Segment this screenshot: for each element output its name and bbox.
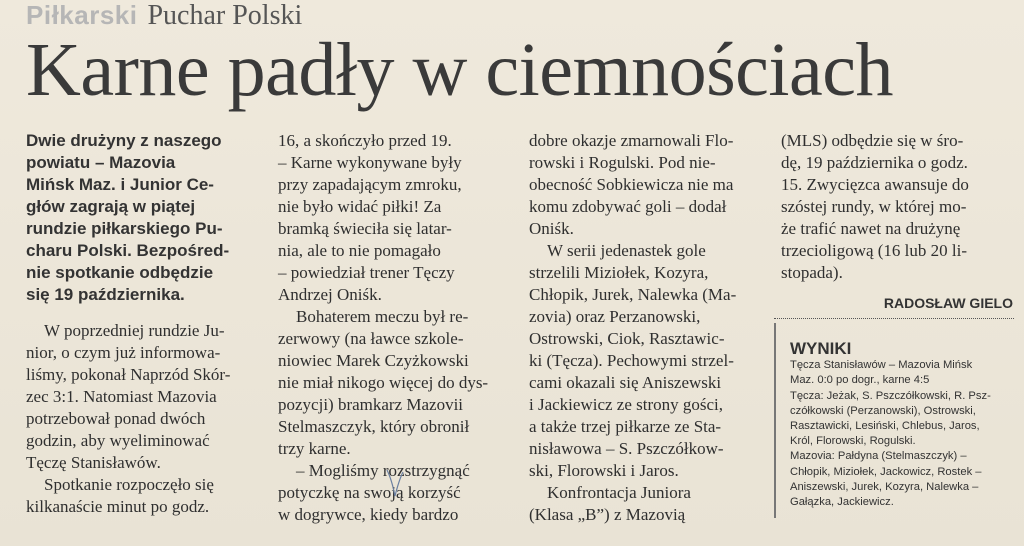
results-title: WYNIKI: [790, 339, 852, 358]
lead-line: nie spotkanie odbędzie: [26, 263, 214, 282]
lead-line: charu Polski. Bezpośred-: [26, 241, 230, 260]
body-line: strzelili Miziołek, Kozyra,: [529, 263, 709, 282]
body-line: stopada).: [781, 263, 843, 282]
body-line: zec 3:1. Natomiast Mazovia: [26, 387, 217, 406]
body-line: (Klasa „B”) z Mazovią: [529, 505, 686, 524]
body-line: trzecioligową (16 lub 20 li-: [781, 241, 968, 260]
body-line: cami okazali się Aniszewski: [529, 373, 722, 392]
body-line: kilkanaście minut po godz.: [26, 497, 210, 516]
article-headline: Karne padły w ciemnościach: [26, 28, 893, 112]
body-line: szóstej rundy, w której mo-: [781, 197, 967, 216]
body-line: obecność Sobkiewicza nie ma: [529, 175, 734, 194]
lead-line: głów zagrają w piątej: [26, 197, 196, 216]
body-line: że trafić nawet na drużynę: [781, 219, 961, 238]
body-line: W serii jedenastek gole: [547, 241, 706, 260]
body-line: ki (Tęcza). Pechowymi strzel-: [529, 351, 734, 370]
body-line: niowiec Marek Czyżkowski: [278, 351, 469, 370]
body-line: W poprzedniej rundzie Ju-: [44, 321, 225, 340]
body-line: dobre okazje zmarnowali Flo-: [529, 131, 734, 150]
column-2: [278, 130, 506, 526]
body-line: dę, 19 października o godz.: [781, 153, 968, 172]
results-line: Mazovia: Pałdyna (Stelmaszczyk) –: [790, 450, 967, 463]
results-line: Tęcza Stanisławów – Mazovia Mińsk: [790, 359, 973, 372]
body-line: zerwowy (na ławce szkole-: [278, 329, 464, 348]
body-line: liśmy, pokonał Naprzód Skór-: [26, 365, 231, 384]
body-line: godzin, aby wyeliminować: [26, 431, 210, 450]
results-line: Rasztawicki, Lesiński, Chlebus, Jaros,: [790, 420, 980, 433]
body-line: nior, o czym już informowa-: [26, 343, 221, 362]
body-line: potyczkę na swoją korzyść: [278, 483, 461, 502]
results-line: czółkowski (Perzanowski), Ostrowski,: [790, 404, 976, 417]
body-line: nisławowa – S. Pszczółkow-: [529, 439, 724, 458]
results-line: Chłopik, Miziołek, Jackowicz, Rostek –: [790, 465, 982, 478]
results-line: Gałązka, Jackiewicz.: [790, 496, 894, 509]
body-line: nie było widać piłki! Za: [278, 197, 442, 216]
pencil-mark-icon: [385, 468, 405, 498]
body-line: Andrzej Oniśk.: [278, 285, 382, 304]
results-box: [774, 323, 1016, 518]
results-line: Aniszewski, Jurek, Kozyra, Nalewka –: [790, 480, 979, 493]
body-line: – Mogliśmy rozstrzygnąć: [296, 461, 470, 480]
lead-paragraph: [26, 130, 254, 306]
body-line: 15. Zwycięzca awansuje do: [781, 175, 969, 194]
body-line: – powiedział trener Tęczy: [278, 263, 455, 282]
body-line: zovia) oraz Perzanowski,: [529, 307, 701, 326]
lead-line: Mińsk Maz. i Junior Ce-: [26, 175, 214, 194]
column-3: [529, 130, 757, 526]
body-line: Chłopik, Jurek, Nalewka (Ma-: [529, 285, 737, 304]
subsection-label: Puchar Polski: [147, 0, 303, 31]
body-line: 16, a skończyło przed 19.: [278, 131, 452, 150]
body-line: trzy karne.: [278, 439, 351, 458]
body-line: bramką świeciła się latar-: [278, 219, 452, 238]
lead-line: rundzie piłkarskiego Pu-: [26, 219, 223, 238]
body-line: (MLS) odbędzie się w śro-: [781, 131, 964, 150]
body-line: rowski i Rogulski. Pod nie-: [529, 153, 716, 172]
body-line: a także trzej piłkarze ze Sta-: [529, 417, 722, 436]
body-line: pozycji) bramkarz Mazovii: [278, 395, 464, 414]
results-line: Tęcza: Jeżak, S. Pszczółkowski, R. Psz-: [790, 389, 991, 402]
body-line: ski, Florowski i Jaros.: [529, 461, 679, 480]
body-line: nie miał nikogo więcej do dys-: [278, 373, 489, 392]
body-line: – Karne wykonywane były: [278, 153, 462, 172]
body-line: Ostrowski, Ciok, Rasztawic-: [529, 329, 725, 348]
body-line: Tęczę Stanisławów.: [26, 453, 161, 472]
author-signature: RADOSŁAW GIELO: [883, 295, 1013, 311]
lead-line: się 19 października.: [26, 285, 185, 304]
body-line: i Jackiewicz ze strony gości,: [529, 395, 724, 414]
body-line: Bohaterem meczu był re-: [296, 307, 469, 326]
body-line: komu zdobywać goli – dodał: [529, 197, 727, 216]
body-line: potrzebował ponad dwóch: [26, 409, 206, 428]
section-label: Piłkarski: [26, 0, 138, 30]
body-line: w dogrywce, kiedy bardzo: [278, 505, 459, 524]
column-4: [781, 130, 1013, 314]
column-1: [26, 130, 254, 518]
body-line: przy zapadającym zmroku,: [278, 175, 462, 194]
results-line: Maz. 0:0 po dogr., karne 4:5: [790, 374, 930, 387]
results-line: Król, Florowski, Rogulski.: [790, 435, 916, 448]
body-line: Oniśk.: [529, 219, 574, 238]
lead-line: Dwie drużyny z naszego: [26, 131, 222, 150]
body-line: Spotkanie rozpoczęło się: [44, 475, 214, 494]
results-divider: [774, 318, 1014, 319]
body-line: Stelmaszczyk, który obronił: [278, 417, 470, 436]
body-line: Konfrontacja Juniora: [547, 483, 691, 502]
body-line: nia, ale to nie pomagało: [278, 241, 441, 260]
lead-line: powiatu – Mazovia: [26, 153, 176, 172]
